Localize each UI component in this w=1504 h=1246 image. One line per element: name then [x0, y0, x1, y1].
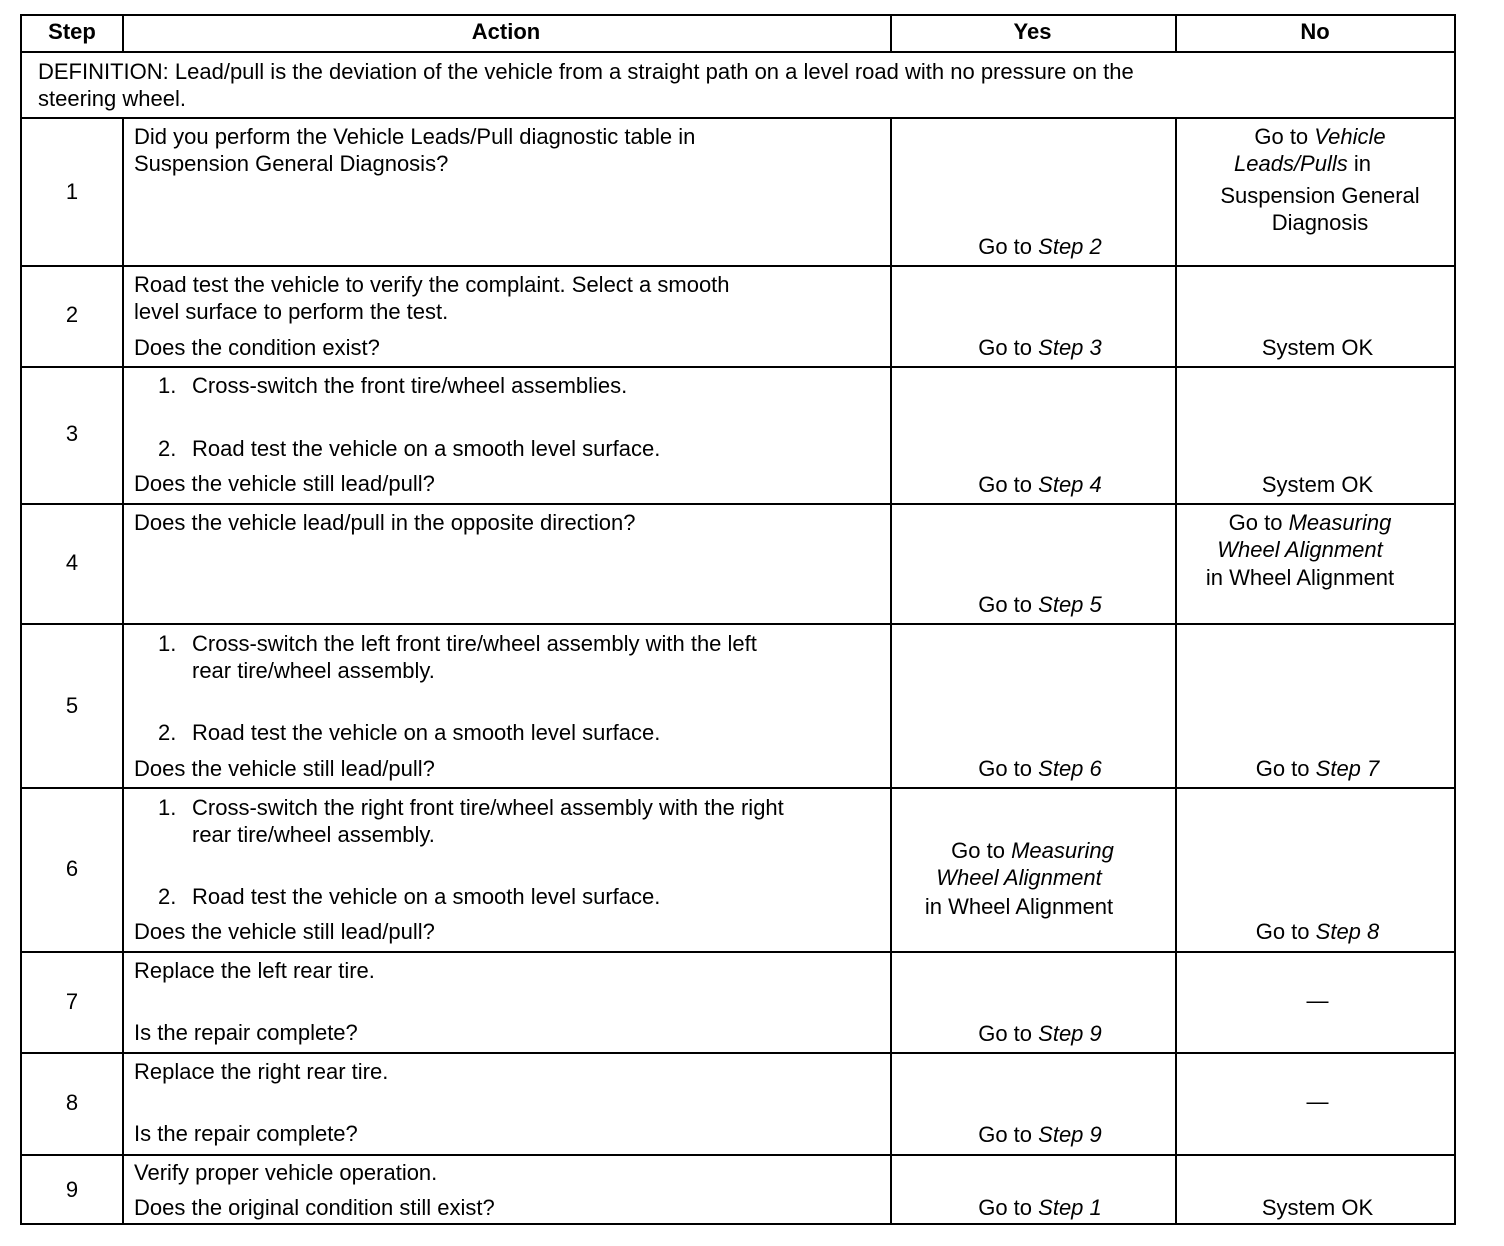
- yes-goto[interactable]: [890, 864, 1148, 891]
- step-link[interactable]: Step 2: [1038, 234, 1102, 259]
- no-result: —: [1306, 1089, 1329, 1114]
- no-result: System OK: [1261, 1195, 1374, 1220]
- step-link[interactable]: Step 9: [1038, 1021, 1102, 1046]
- item-number: 1.: [158, 795, 177, 820]
- no-goto[interactable]: [1175, 918, 1460, 945]
- row-divider: [22, 51, 1454, 53]
- item-number: 1.: [158, 373, 177, 398]
- action-text: Did you perform the Vehicle Leads/Pull diagnostic table in: [134, 124, 696, 149]
- item-number: 1.: [158, 631, 177, 656]
- doc-link[interactable]: Wheel Alignment: [936, 865, 1102, 890]
- item-text: Cross-switch the front tire/wheel assemblies.: [192, 373, 628, 398]
- step-number: 3: [65, 421, 79, 446]
- column-divider: [890, 117, 892, 1223]
- no-result: —: [1306, 988, 1329, 1013]
- row-divider: [22, 117, 1454, 119]
- item-text: Cross-switch the right front tire/wheel assembly with the right: [192, 795, 784, 820]
- goto-label: Go to: [978, 1122, 1033, 1147]
- action-question: Does the vehicle still lead/pull?: [134, 471, 435, 496]
- step-link[interactable]: Step 6: [1038, 756, 1102, 781]
- goto-label: Go to: [951, 838, 1005, 863]
- goto-label: Go to: [978, 234, 1033, 259]
- action-text: Suspension General Diagnosis?: [134, 151, 449, 176]
- goto-label: Go to: [978, 1021, 1033, 1046]
- action-text: Road test the vehicle to verify the complaint. Select a smooth: [134, 272, 730, 297]
- yes-goto[interactable]: [890, 837, 1175, 864]
- row-divider: [22, 366, 1454, 368]
- row-divider: [22, 503, 1454, 505]
- step-number: 1: [65, 179, 79, 204]
- item-number: 2.: [158, 436, 177, 461]
- goto-label: Go to: [1228, 510, 1283, 535]
- no-goto[interactable]: [1175, 123, 1465, 150]
- item-number: 2.: [158, 884, 177, 909]
- step-number: 2: [65, 302, 79, 327]
- item-text: Road test the vehicle on a smooth level surface.: [192, 436, 661, 461]
- goto-label: Go to: [1255, 756, 1310, 781]
- item-text: Cross-switch the left front tire/wheel assembly with the left: [192, 631, 757, 656]
- step-number: 4: [65, 550, 79, 575]
- yes-goto[interactable]: [890, 755, 1190, 782]
- yes-goto[interactable]: [890, 334, 1190, 361]
- action-question: Does the condition exist?: [134, 335, 380, 360]
- row-divider: [22, 787, 1454, 789]
- step-number: 7: [65, 989, 79, 1014]
- yes-goto: in Wheel Alignment: [924, 894, 1114, 919]
- goto-label: Go to: [1255, 919, 1310, 944]
- step-number: 6: [65, 856, 79, 881]
- row-divider: [22, 623, 1454, 625]
- item-text: Road test the vehicle on a smooth level surface.: [192, 720, 661, 745]
- action-question: Does the vehicle still lead/pull?: [134, 919, 435, 944]
- yes-goto[interactable]: [890, 591, 1190, 618]
- action-text: Does the vehicle lead/pull in the opposite direction?: [134, 510, 636, 535]
- no-goto[interactable]: [1175, 755, 1460, 782]
- yes-goto[interactable]: [890, 1121, 1190, 1148]
- header-no: No: [1300, 19, 1330, 44]
- row-divider: [22, 1154, 1454, 1156]
- step-number: 5: [65, 693, 79, 718]
- yes-goto[interactable]: [890, 471, 1190, 498]
- header-step: Step: [48, 19, 96, 44]
- item-text: rear tire/wheel assembly.: [192, 658, 435, 683]
- no-goto: in Wheel Alignment: [1205, 565, 1395, 590]
- goto-label: Go to: [978, 472, 1033, 497]
- step-link[interactable]: Step 9: [1038, 1122, 1102, 1147]
- header-yes: Yes: [1013, 19, 1052, 44]
- doc-link[interactable]: Vehicle: [1314, 124, 1386, 149]
- doc-link[interactable]: Leads/Pulls: [1234, 151, 1348, 176]
- doc-link[interactable]: Measuring: [1288, 510, 1392, 535]
- action-text: level surface to perform the test.: [134, 299, 449, 324]
- row-divider: [22, 265, 1454, 267]
- yes-goto[interactable]: [890, 233, 1190, 260]
- no-goto: Suspension General: [1220, 183, 1420, 208]
- step-number: 9: [65, 1177, 79, 1202]
- yes-goto[interactable]: [890, 1194, 1190, 1221]
- item-text: Road test the vehicle on a smooth level surface.: [192, 884, 661, 909]
- goto-label: Go to: [978, 756, 1033, 781]
- goto-label: Go to: [1254, 124, 1309, 149]
- action-question: Does the vehicle still lead/pull?: [134, 756, 435, 781]
- column-divider: [1175, 117, 1177, 1223]
- no-goto[interactable]: [1175, 509, 1445, 536]
- no-goto: Diagnosis: [1271, 210, 1369, 235]
- action-text: Replace the right rear tire.: [134, 1059, 389, 1084]
- goto-label: Go to: [978, 335, 1033, 360]
- step-link[interactable]: Step 7: [1315, 756, 1380, 781]
- doc-link[interactable]: Measuring: [1011, 838, 1114, 863]
- action-text: Verify proper vehicle operation.: [134, 1160, 438, 1185]
- goto-label: Go to: [978, 1195, 1033, 1220]
- step-link[interactable]: Step 4: [1038, 472, 1102, 497]
- yes-goto[interactable]: [890, 1020, 1190, 1047]
- item-number: 2.: [158, 720, 177, 745]
- header-action: Action: [471, 19, 541, 44]
- step-link[interactable]: Step 5: [1038, 592, 1102, 617]
- step-link[interactable]: Step 3: [1038, 335, 1102, 360]
- column-divider: [122, 117, 124, 1223]
- item-text: rear tire/wheel assembly.: [192, 822, 435, 847]
- step-number: 8: [65, 1090, 79, 1115]
- definition-text: DEFINITION: Lead/pull is the deviation of the vehicle from a straight path on a level road with no pressure on the: [38, 59, 1134, 84]
- step-link[interactable]: Step 1: [1038, 1195, 1102, 1220]
- goto-label: Go to: [978, 592, 1033, 617]
- no-goto[interactable]: [1175, 150, 1430, 177]
- action-question: Does the original condition still exist?: [134, 1195, 495, 1220]
- goto-suffix: in: [1353, 151, 1371, 176]
- definition-text: steering wheel.: [38, 86, 186, 111]
- action-question: Is the repair complete?: [134, 1121, 358, 1146]
- row-divider: [22, 1052, 1454, 1054]
- step-link[interactable]: Step 8: [1315, 919, 1380, 944]
- no-result: System OK: [1261, 335, 1374, 360]
- no-result: System OK: [1261, 472, 1374, 497]
- row-divider: [22, 951, 1454, 953]
- doc-link[interactable]: Wheel Alignment: [1217, 537, 1383, 562]
- no-goto[interactable]: [1175, 536, 1425, 563]
- action-question: Is the repair complete?: [134, 1020, 358, 1045]
- action-text: Replace the left rear tire.: [134, 958, 375, 983]
